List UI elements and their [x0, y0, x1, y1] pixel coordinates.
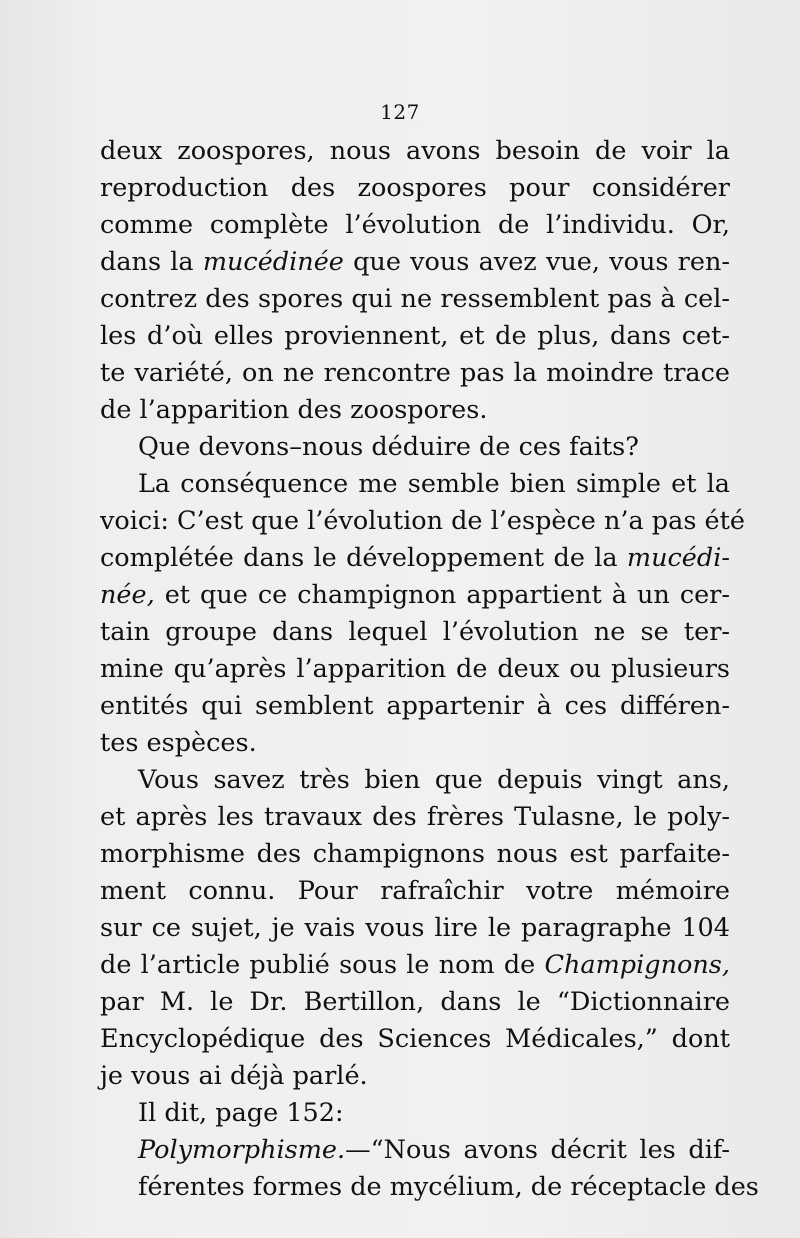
text-segment: de l’article publié sous le nom de — [100, 950, 545, 980]
text-line — [100, 910, 730, 947]
text-line — [100, 873, 730, 910]
text-line — [100, 688, 730, 725]
text-line-content: les d’où elles proviennent, et de plus, dans cet- — [100, 321, 730, 351]
text-line-content: entités qui semblent appartenir à ces différen- — [100, 691, 730, 721]
text-line-content: Que devons–nous déduire de ces faits? — [138, 432, 639, 462]
text-line — [100, 244, 730, 281]
text-segment: dans la — [100, 247, 203, 277]
text-line — [100, 1169, 759, 1206]
text-line — [100, 836, 730, 873]
italic-term: Champignons, — [544, 950, 730, 980]
text-line-content: par M. le Dr. Bertillon, dans le “Dictionnaire — [100, 987, 730, 1017]
text-segment: que vous avez vue, vous ren- — [343, 247, 730, 277]
text-line-content: je vous ai déjà parlé. — [100, 1061, 368, 1091]
text-line — [100, 429, 730, 466]
text-line — [100, 355, 730, 392]
text-line — [100, 984, 730, 1021]
text-line-content: comme complète l’évolution de l’individu. Or, — [100, 210, 730, 240]
italic-term: mucédi- — [626, 543, 730, 573]
text-line-content: ment connu. Pour rafraîchir votre mémoire — [100, 876, 730, 906]
text-segment: —“Nous avons décrit les dif- — [345, 1135, 730, 1165]
text-line — [100, 281, 730, 318]
text-line — [100, 133, 730, 170]
text-line-content: voici: C’est que l’évolution de l’espèce n’a pas été — [100, 506, 745, 536]
text-line — [100, 170, 730, 207]
text-line-content: et après les travaux des frères Tulasne, le poly- — [100, 802, 730, 832]
text-line — [100, 1095, 730, 1132]
italic-term: née, — [100, 580, 155, 610]
text-line-content: férentes formes de mycélium, de réceptacle des — [138, 1172, 759, 1202]
text-line-content: morphisme des champignons nous est parfaite- — [100, 839, 730, 869]
text-line-content: tain groupe dans lequel l’évolution ne se ter- — [100, 617, 730, 647]
text-line-content: de l’apparition des zoospores. — [100, 395, 488, 425]
text-segment: complétée dans le développement de la — [100, 543, 627, 573]
text-line — [100, 392, 730, 429]
body-text — [100, 133, 759, 1206]
text-line — [100, 1058, 730, 1095]
text-line-content: reproduction des zoospores pour considérer — [100, 173, 730, 203]
italic-term: Polymorphisme. — [138, 1135, 346, 1165]
text-line — [100, 614, 730, 651]
text-line — [100, 762, 730, 799]
text-segment: et que ce champignon appartient à un cer- — [154, 580, 730, 610]
text-line — [100, 799, 730, 836]
text-line-content: tes espèces. — [100, 728, 257, 758]
text-line — [100, 651, 730, 688]
text-line — [100, 207, 730, 244]
text-line-content: sur ce sujet, je vais vous lire le paragraphe 104 — [100, 913, 730, 943]
text-line — [100, 577, 730, 614]
text-line-content: deux zoospores, nous avons besoin de voir la — [100, 136, 730, 166]
text-line — [100, 947, 730, 984]
text-line — [100, 1132, 730, 1169]
text-line — [100, 503, 745, 540]
text-line-content: Il dit, page 152: — [138, 1098, 344, 1128]
text-line-content: Encyclopédique des Sciences Médicales,” dont — [100, 1024, 730, 1054]
text-line-content: La conséquence me semble bien simple et la — [138, 469, 730, 499]
text-line — [100, 725, 730, 762]
text-line-content: mine qu’après l’apparition de deux ou plusieurs — [100, 654, 730, 684]
text-line — [100, 540, 730, 577]
italic-term: mucédinée — [202, 247, 344, 277]
text-line — [100, 1021, 730, 1058]
text-line-content: contrez des spores qui ne ressemblent pas à cel- — [100, 284, 730, 314]
text-line-content: te variété, on ne rencontre pas la moindre trace — [100, 358, 730, 388]
text-line — [100, 318, 730, 355]
text-line — [100, 466, 730, 503]
text-line-content: Vous savez très bien que depuis vingt ans, — [138, 765, 730, 795]
page-number: 127 — [380, 100, 420, 124]
